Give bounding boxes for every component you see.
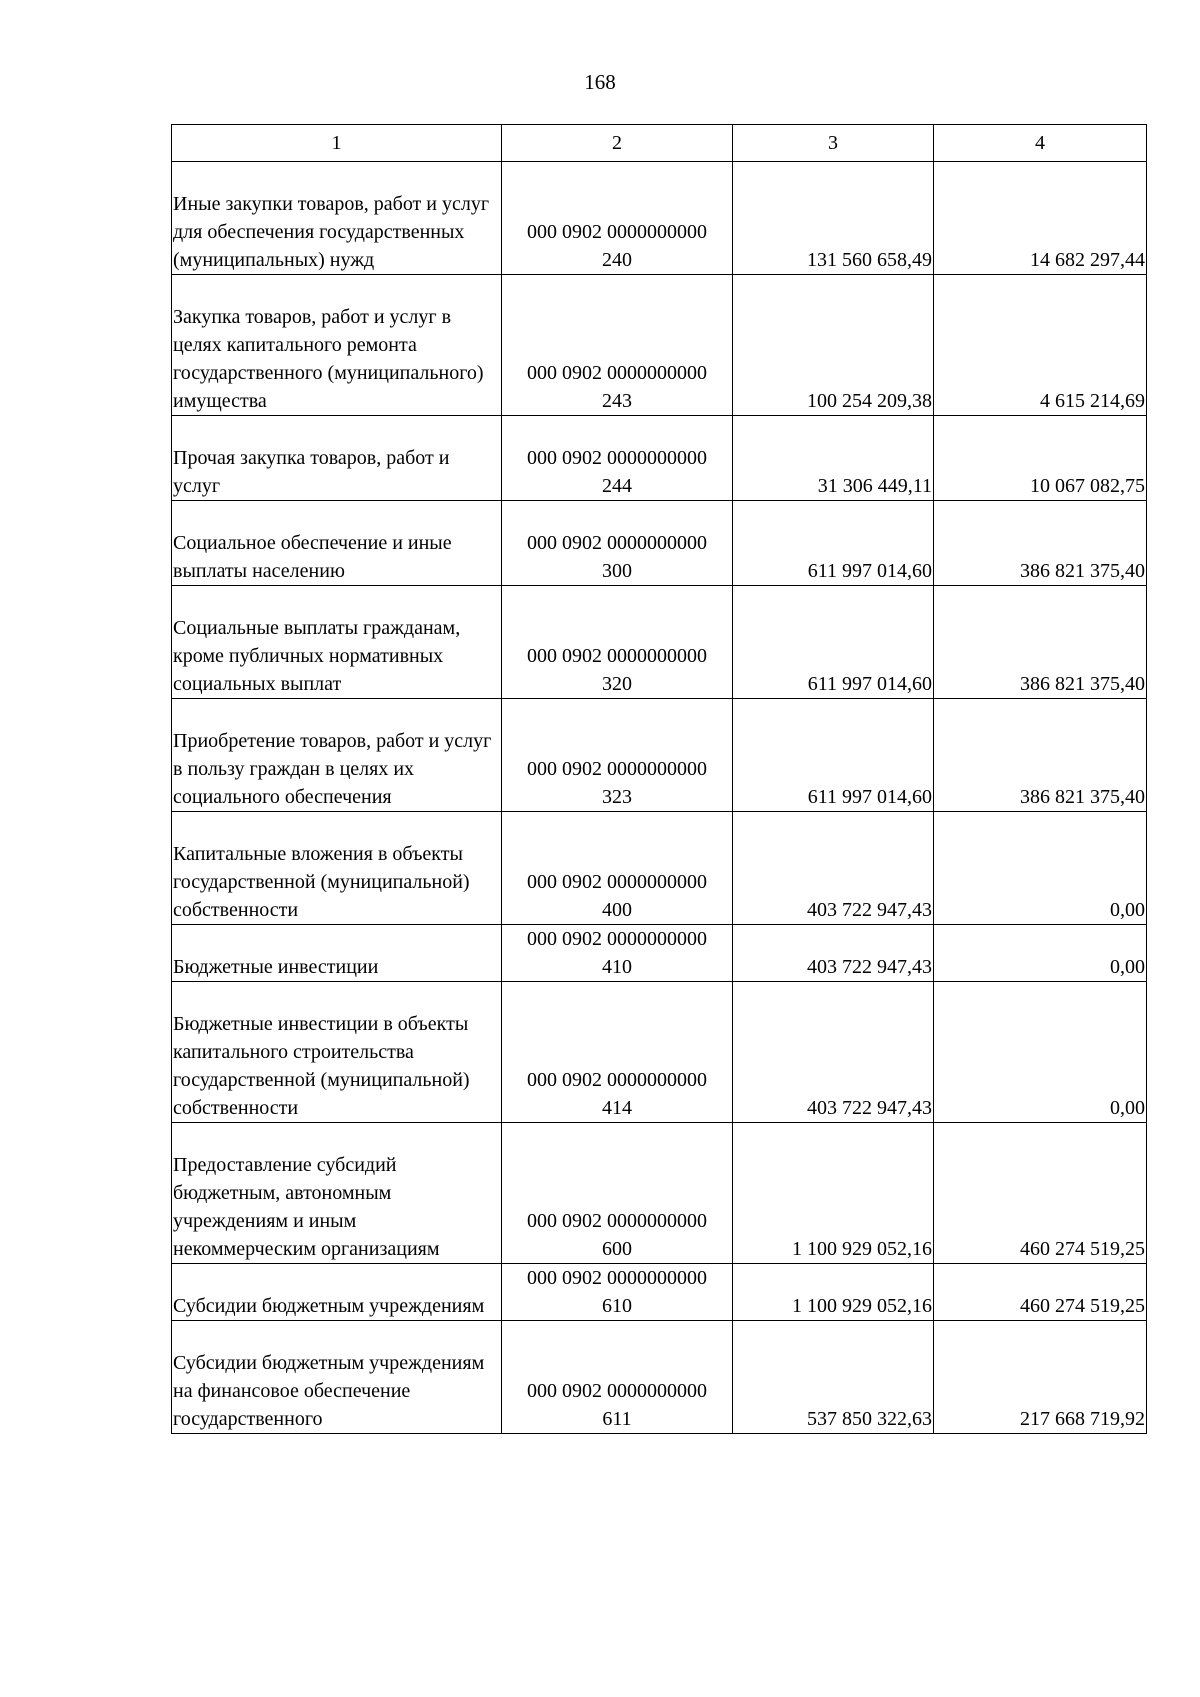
row-code-main: 000 0902 0000000000 — [527, 1210, 707, 1232]
table-row — [172, 501, 1147, 586]
row-code-sub: 320 — [602, 673, 632, 695]
table-row — [172, 925, 1147, 982]
row-code — [502, 812, 733, 925]
row-value-col4: 0,00 — [934, 925, 1147, 982]
table-row — [172, 416, 1147, 501]
row-code-main: 000 0902 0000000000 — [527, 1380, 707, 1402]
row-value-col3: 611 997 014,60 — [733, 586, 934, 699]
column-header: 1 — [172, 125, 502, 162]
budget-table — [171, 124, 1147, 1434]
row-value-col3: 537 850 322,63 — [733, 1321, 934, 1434]
row-value-col3: 403 722 947,43 — [733, 925, 934, 982]
row-name: Социальное обеспечение и иные выплаты населению — [172, 501, 502, 586]
row-name: Субсидии бюджетным учреждениям на финансовое обеспечение государственного — [172, 1321, 502, 1434]
row-name: Прочая закупка товаров, работ и услуг — [172, 416, 502, 501]
row-value-col3: 100 254 209,38 — [733, 275, 934, 416]
row-name: Капитальные вложения в объекты государственной (муниципальной) собственности — [172, 812, 502, 925]
row-code-main: 000 0902 0000000000 — [527, 221, 707, 243]
row-code-main: 000 0902 0000000000 — [527, 928, 707, 950]
table-body — [172, 162, 1147, 1434]
row-code-main: 000 0902 0000000000 — [527, 532, 707, 554]
table-row — [172, 1321, 1147, 1434]
row-code-sub: 600 — [602, 1238, 632, 1260]
row-value-col3: 131 560 658,49 — [733, 162, 934, 275]
column-header: 3 — [733, 125, 934, 162]
row-value-col3: 1 100 929 052,16 — [733, 1123, 934, 1264]
row-code — [502, 925, 733, 982]
table-row — [172, 812, 1147, 925]
row-code-main: 000 0902 0000000000 — [527, 1069, 707, 1091]
table-row — [172, 275, 1147, 416]
row-code — [502, 416, 733, 501]
row-code-sub: 240 — [602, 249, 632, 271]
row-code — [502, 1321, 733, 1434]
row-value-col3: 403 722 947,43 — [733, 982, 934, 1123]
column-header: 2 — [502, 125, 733, 162]
row-value-col4: 0,00 — [934, 812, 1147, 925]
row-value-col3: 1 100 929 052,16 — [733, 1264, 934, 1321]
row-value-col4: 460 274 519,25 — [934, 1123, 1147, 1264]
row-value-col4: 460 274 519,25 — [934, 1264, 1147, 1321]
row-name: Бюджетные инвестиции в объекты капитального строительства государственной (муниципальной) собственности — [172, 982, 502, 1123]
row-code — [502, 501, 733, 586]
row-code-sub: 610 — [602, 1295, 632, 1317]
row-value-col4: 14 682 297,44 — [934, 162, 1147, 275]
row-code-main: 000 0902 0000000000 — [527, 362, 707, 384]
row-value-col4: 10 067 082,75 — [934, 416, 1147, 501]
row-code-sub: 611 — [602, 1408, 632, 1430]
row-code-sub: 410 — [602, 956, 632, 978]
row-value-col3: 31 306 449,11 — [733, 416, 934, 501]
row-value-col3: 611 997 014,60 — [733, 699, 934, 812]
row-code — [502, 1123, 733, 1264]
row-code-sub: 414 — [602, 1097, 632, 1119]
page-number: 168 — [584, 70, 616, 94]
row-code-main: 000 0902 0000000000 — [527, 871, 707, 893]
row-code — [502, 982, 733, 1123]
row-code-sub: 323 — [602, 786, 632, 808]
row-value-col4: 217 668 719,92 — [934, 1321, 1147, 1434]
row-name: Закупка товаров, работ и услуг в целях капитального ремонта государственного (муниципального) имущества — [172, 275, 502, 416]
row-code — [502, 586, 733, 699]
table-row — [172, 699, 1147, 812]
table-row — [172, 982, 1147, 1123]
row-code-main: 000 0902 0000000000 — [527, 645, 707, 667]
row-value-col4: 0,00 — [934, 982, 1147, 1123]
row-value-col4: 4 615 214,69 — [934, 275, 1147, 416]
row-code — [502, 1264, 733, 1321]
row-value-col4: 386 821 375,40 — [934, 586, 1147, 699]
table-row — [172, 1123, 1147, 1264]
table-row — [172, 1264, 1147, 1321]
row-code-main: 000 0902 0000000000 — [527, 758, 707, 780]
column-header: 4 — [934, 125, 1147, 162]
row-code-sub: 244 — [602, 475, 632, 497]
row-name: Приобретение товаров, работ и услуг в пользу граждан в целях их социального обеспечения — [172, 699, 502, 812]
row-code-sub: 243 — [602, 390, 632, 412]
row-code — [502, 275, 733, 416]
row-value-col4: 386 821 375,40 — [934, 699, 1147, 812]
row-value-col3: 611 997 014,60 — [733, 501, 934, 586]
table-row — [172, 586, 1147, 699]
row-code-main: 000 0902 0000000000 — [527, 1267, 707, 1289]
row-code-main: 000 0902 0000000000 — [527, 447, 707, 469]
row-name: Предоставление субсидий бюджетным, автономным учреждениям и иным некоммерческим организациям — [172, 1123, 502, 1264]
row-code-sub: 400 — [602, 899, 632, 921]
row-name: Бюджетные инвестиции — [172, 925, 502, 982]
row-value-col3: 403 722 947,43 — [733, 812, 934, 925]
row-code — [502, 162, 733, 275]
row-name: Иные закупки товаров, работ и услуг для обеспечения государственных (муниципальных) нужд — [172, 162, 502, 275]
row-code — [502, 699, 733, 812]
table-row — [172, 162, 1147, 275]
row-name: Социальные выплаты гражданам, кроме публичных нормативных социальных выплат — [172, 586, 502, 699]
row-code-sub: 300 — [602, 560, 632, 582]
row-name: Субсидии бюджетным учреждениям — [172, 1264, 502, 1321]
header-row — [172, 125, 1147, 162]
row-value-col4: 386 821 375,40 — [934, 501, 1147, 586]
